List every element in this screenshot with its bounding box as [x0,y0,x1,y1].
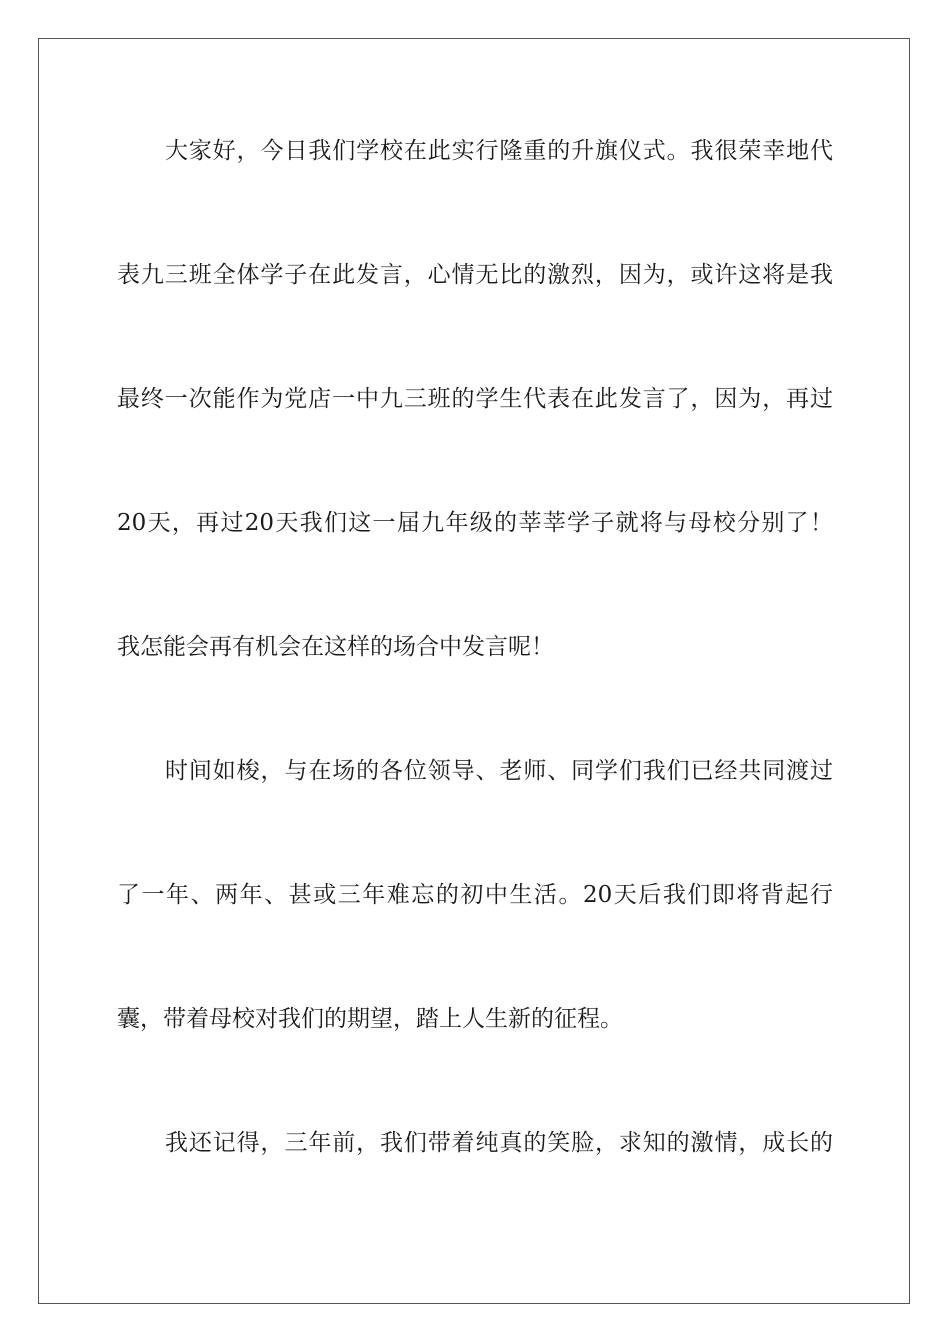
paragraph-2-line-2: 了一年、两年、甚或三年难忘的初中生活。20天后我们即将背起行 [117,882,833,908]
paragraph-1-line-1: 大家好，今日我们学校在此实行隆重的升旗仪式。我很荣幸地代 [165,138,833,164]
paragraph-1-line-5: 我怎能会再有机会在这样的场合中发言呢！ [117,634,554,660]
page-border [38,38,910,1304]
paragraph-2-line-3: 囊，带着母校对我们的期望，踏上人生新的征程。 [117,1006,623,1032]
paragraph-1-line-4: 20天，再过20天我们这一届九年级的莘莘学子就将与母校分别了！ [117,510,833,536]
paragraph-2-line-1: 时间如梭，与在场的各位领导、老师、同学们我们已经共同渡过 [165,758,833,784]
paragraph-1-line-3: 最终一次能作为党店一中九三班的学生代表在此发言了，因为，再过 [117,386,833,412]
paragraph-3-line-1: 我还记得，三年前，我们带着纯真的笑脸，求知的激情，成长的 [165,1130,833,1156]
paragraph-1-line-2: 表九三班全体学子在此发言，心情无比的激烈，因为，或许这将是我 [117,262,833,288]
